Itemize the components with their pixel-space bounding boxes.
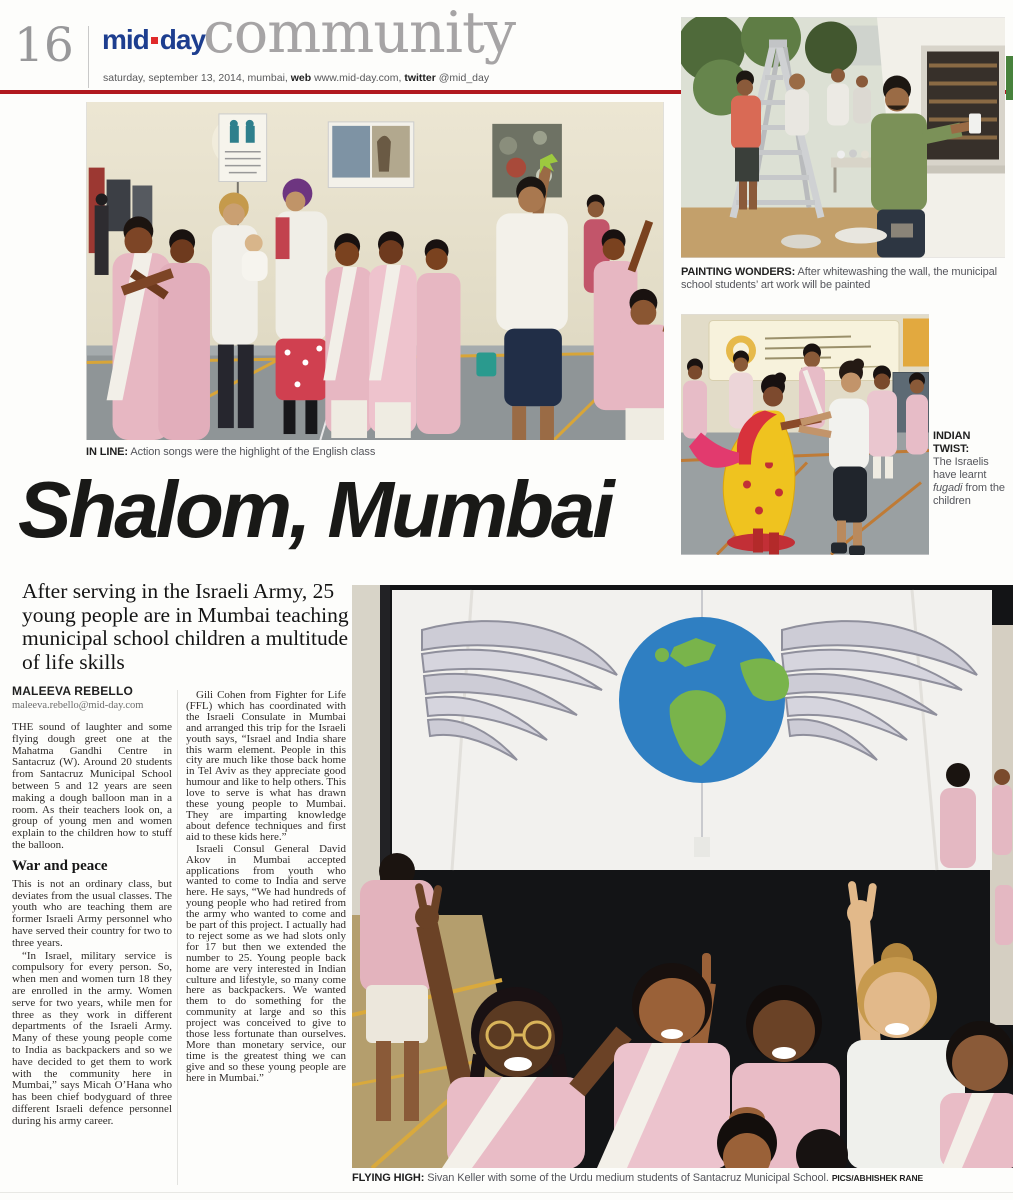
volunteer-purple-scarf bbox=[276, 179, 328, 434]
caption-text: Action songs were the highlight of the English class bbox=[127, 446, 376, 458]
standfirst: After serving in the Israeli Army, 25 young people are in Mumbai teaching municipal school children a multitude of life skills bbox=[22, 579, 349, 674]
body-paragraph: THE sound of laughter and some flying dough greet one at the Mahatma Gandhi Centre in Santacruz (W). Around 20 students from Santacruz Municipal School between 5 and 12 years are seen making a dough balloon man in a room. As their teachers look on, a group of young men and women explain to the children how to stuff the balloon. bbox=[12, 722, 172, 851]
byline-email: maleeva.rebello@mid-day.com bbox=[12, 700, 144, 711]
caption-text-end: from the children bbox=[933, 482, 1005, 507]
caption-text: Sivan Keller with some of the Urdu medium students of Santacruz Municipal School. bbox=[424, 1172, 832, 1184]
column-rule bbox=[177, 690, 178, 1185]
body-paragraph: Israeli Consul General David Akov in Mumbai accepted applications from youth who wanted to come to India and serve here. He says, “We had hundreds of young people who had retired from the army who wanted to come and be part of this project. I actually had to reject some as we had slots only for 17 but then we extended the number to 25. Young people back home are very interested in Indian culture and lifestyle, so many come here as backpackers. We wanted them to do something for the community at large and so this project was conceived to give to those less fortunate than ourselves. More than monetary service, our time is the greatest thing we can give and so these young people are here in Mumbai.” bbox=[186, 842, 346, 1084]
caption-indian-twist bbox=[933, 430, 1009, 508]
body-paragraph: Gili Cohen from Fighter for Life (FFL) which has coordinated with the Israeli Consulate in Mumbai and arranged this trip for the Israeli youth says, “Israel and India share this warm element. People in this city are much like those back home in Tel Aviv as they appreciate good humour and like to help others. This love to serve is what has drawn these young people to Mumbai. They are imparting knowledge about defence techniques and first aid to these kids here.” bbox=[186, 690, 346, 843]
section-title: community bbox=[203, 0, 516, 66]
caption-text: The Israelis have learnt bbox=[933, 456, 989, 481]
photo-painting-wonders bbox=[681, 17, 1005, 258]
caption-flying-high bbox=[352, 1172, 1012, 1185]
web-label: web bbox=[290, 72, 312, 84]
body-paragraph: This is not an ordinary class, but deviates from the usual classes. The youth who are teaching them are former Israeli Army personnel who have served their country for two to three years. bbox=[12, 877, 172, 949]
masthead-divider bbox=[88, 26, 89, 88]
window-with-bars bbox=[919, 46, 1005, 174]
body-text-col1 bbox=[12, 722, 172, 1177]
page-edge-strip bbox=[1006, 56, 1013, 100]
caption-label: INDIAN TWIST: bbox=[933, 430, 971, 455]
students-center bbox=[323, 231, 460, 438]
fugadi-scene-illustration bbox=[681, 314, 929, 555]
body-column-2 bbox=[186, 690, 346, 1187]
dateline-text: saturday, september 13, 2014, mumbai, bbox=[103, 72, 291, 84]
girl-right bbox=[940, 1021, 1013, 1168]
photo-flying-high bbox=[352, 585, 1013, 1168]
photo-credit: PICS/ABHISHEK RANE bbox=[831, 1173, 924, 1183]
caption-label: PAINTING WONDERS: bbox=[681, 266, 796, 278]
caption-painting-wonders bbox=[681, 266, 1003, 292]
flying-high-scene-illustration bbox=[352, 585, 1013, 1168]
caption-text: After whitewashing the wall, the municipal school students’ art work will be painted bbox=[681, 266, 997, 291]
wall-poster-bottles bbox=[219, 114, 267, 182]
body-column-1 bbox=[12, 684, 172, 1177]
byline-author: MALEEVA REBELLO bbox=[12, 684, 134, 698]
photo-indian-twist bbox=[681, 314, 929, 555]
caption-italic-word: fugadi bbox=[933, 482, 963, 494]
web-url: www.mid-day.com, bbox=[311, 72, 405, 84]
photo-in-line bbox=[86, 102, 664, 440]
crosshead: War and peace bbox=[12, 857, 108, 874]
page-number: 16 bbox=[14, 18, 74, 73]
headline: Shalom, Mumbai bbox=[18, 465, 612, 554]
caption-in-line bbox=[86, 446, 646, 459]
logo-day-text: day bbox=[159, 24, 206, 55]
page-bottom-rule bbox=[0, 1192, 1013, 1193]
logo-mid-text: mid bbox=[102, 24, 149, 55]
twitter-handle: @mid_day bbox=[435, 72, 490, 84]
caption-label: FLYING HIGH: bbox=[352, 1172, 425, 1184]
caption-label: IN LINE: bbox=[86, 446, 128, 458]
body-paragraph: “In Israel, military service is compulsory for every person. So, when men and women turn 18 they are enrolled in the army. Women serve for two years, while men for three as they work in different departments of the Israeli Army. Many of these young people come to India as backpackers and so we have decided to get them to work with the community here in Mumbai,” says Micah O’Hana who has been chief bodyguard of three different Israeli defence personnel during his army career. bbox=[12, 949, 172, 1127]
logo-dot-icon bbox=[151, 37, 158, 44]
dateline bbox=[103, 72, 489, 84]
classroom-scene-illustration bbox=[86, 102, 664, 440]
wall-poster-photos bbox=[328, 122, 413, 188]
midday-logo bbox=[102, 26, 205, 54]
bucket bbox=[476, 353, 496, 377]
winged-globe-banner bbox=[392, 590, 992, 870]
twitter-label: twitter bbox=[404, 72, 436, 84]
painting-scene-illustration bbox=[681, 17, 1005, 258]
